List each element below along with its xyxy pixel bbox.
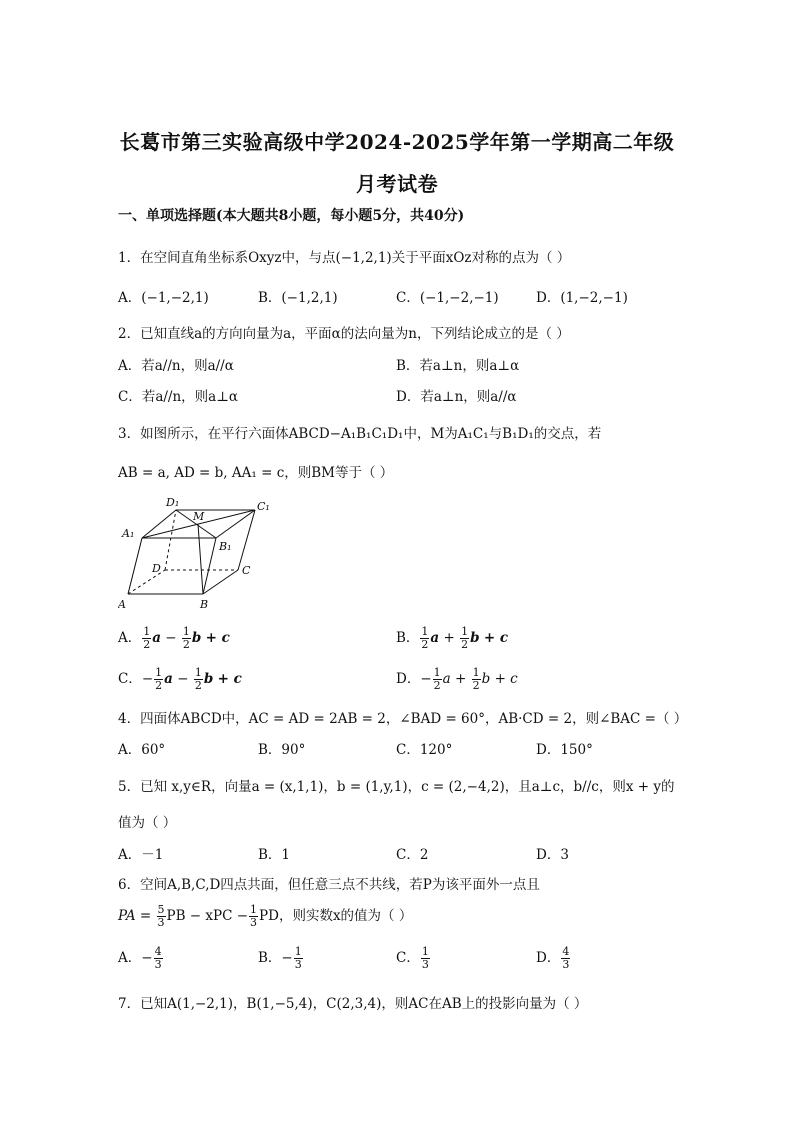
label-C1: C₁ xyxy=(257,500,270,513)
question-5-stem-line2: 值为（ ） xyxy=(118,815,177,831)
q3-option-d: D．− $\frac{1}{2}$ a + $\frac{1}{2}$ b + c xyxy=(396,666,518,692)
question-6-equation: PA = $\frac{5}{3}$ PB − xPC − $\frac{1}{3}$ PD，则实数x的值为（ ） xyxy=(118,903,413,929)
q6-option-b: B．− $\frac{1}{3}$ xyxy=(258,945,302,971)
label-A1: A₁ xyxy=(122,527,135,540)
q4-option-d: D．150° xyxy=(536,742,593,758)
q5-option-a: A．－1 xyxy=(118,847,164,863)
exam-title-line2: 月考试卷 xyxy=(356,172,438,196)
q2-option-b: B．若a⊥n，则a⊥α xyxy=(396,358,520,374)
q5-option-d: D．3 xyxy=(536,847,569,863)
question-3-stem-line1: 3．如图所示，在平行六面体ABCD−A₁B₁C₁D₁中，M为A₁C₁与B₁D₁的交点，若 xyxy=(118,426,602,442)
q2-option-a: A．若a//n，则a//α xyxy=(118,358,234,374)
q3-option-c: C．− $\frac{1}{2}$ a − $\frac{1}{2}$ b + c xyxy=(118,666,242,692)
section-heading: 一、单项选择题(本大题共8小题，每小题5分，共40分) xyxy=(118,208,465,224)
parallelepiped-figure xyxy=(118,494,288,614)
label-A: A xyxy=(118,598,126,611)
question-5-stem-line1: 5．已知 x,y∈R，向量a = (x,1,1)，b = (1,y,1)，c = (2,−4,2)，且a⊥c，b//c，则x + y的 xyxy=(118,779,675,795)
exam-title-line1: 长葛市第三实验高级中学2024-2025学年第一学期高二年级 xyxy=(119,130,675,154)
q2-option-d: D．若a⊥n，则a//α xyxy=(396,389,517,405)
label-D1: D₁ xyxy=(166,496,180,509)
q4-option-c: C．120° xyxy=(396,742,453,758)
question-6-stem-line1: 6．空间A,B,C,D四点共面，但任意三点不共线，若P为该平面外一点且 xyxy=(118,877,540,893)
q1-option-a: A．(−1,−2,1) xyxy=(118,290,209,306)
label-B1: B₁ xyxy=(219,540,232,553)
q1-option-b: B．(−1,2,1) xyxy=(258,290,338,306)
question-2-stem: 2．已知直线a的方向向量为a，平面α的法向量为n，下列结论成立的是（ ） xyxy=(118,326,570,342)
question-3-stem-line2: AB = a, AD = b, AA₁ = c，则BM等于（ ） xyxy=(118,465,394,481)
label-D: D xyxy=(152,562,161,575)
label-C: C xyxy=(242,564,251,577)
question-1-stem: 1．在空间直角坐标系Oxyz中，与点(−1,2,1)关于平面xOz对称的点为（ ） xyxy=(118,250,571,266)
q4-option-a: A．60° xyxy=(118,742,166,758)
q6-option-a: A．− $\frac{4}{3}$ xyxy=(118,945,162,971)
q3-option-a: A． $\frac{1}{2}$ a − $\frac{1}{2}$ b + c xyxy=(118,625,230,651)
q2-option-c: C．若a//n，则a⊥α xyxy=(118,389,239,405)
q1-option-c: C．(−1,−2,−1) xyxy=(396,290,499,306)
label-M: M xyxy=(193,510,205,523)
q6-option-c: C． $\frac{1}{3}$ xyxy=(396,945,429,971)
label-B: B xyxy=(200,598,209,611)
q3-option-b: B． $\frac{1}{2}$ a + $\frac{1}{2}$ b + c xyxy=(396,625,509,651)
q5-option-c: C．2 xyxy=(396,847,429,863)
question-7-stem: 7．已知A(1,−2,1)，B(1,−5,4)，C(2,3,4)，则AC在AB上的投影向量为（ ） xyxy=(118,996,588,1012)
q5-option-b: B．1 xyxy=(258,847,291,863)
q6-option-d: D． $\frac{4}{3}$ xyxy=(536,945,570,971)
question-4-stem: 4．四面体ABCD中，AC = AD = 2AB = 2，∠BAD = 60°，AB·CD = 2，则∠BAC =（ ） xyxy=(118,711,688,727)
q4-option-b: B．90° xyxy=(258,742,306,758)
q1-option-d: D．(1,−2,−1) xyxy=(536,290,628,306)
